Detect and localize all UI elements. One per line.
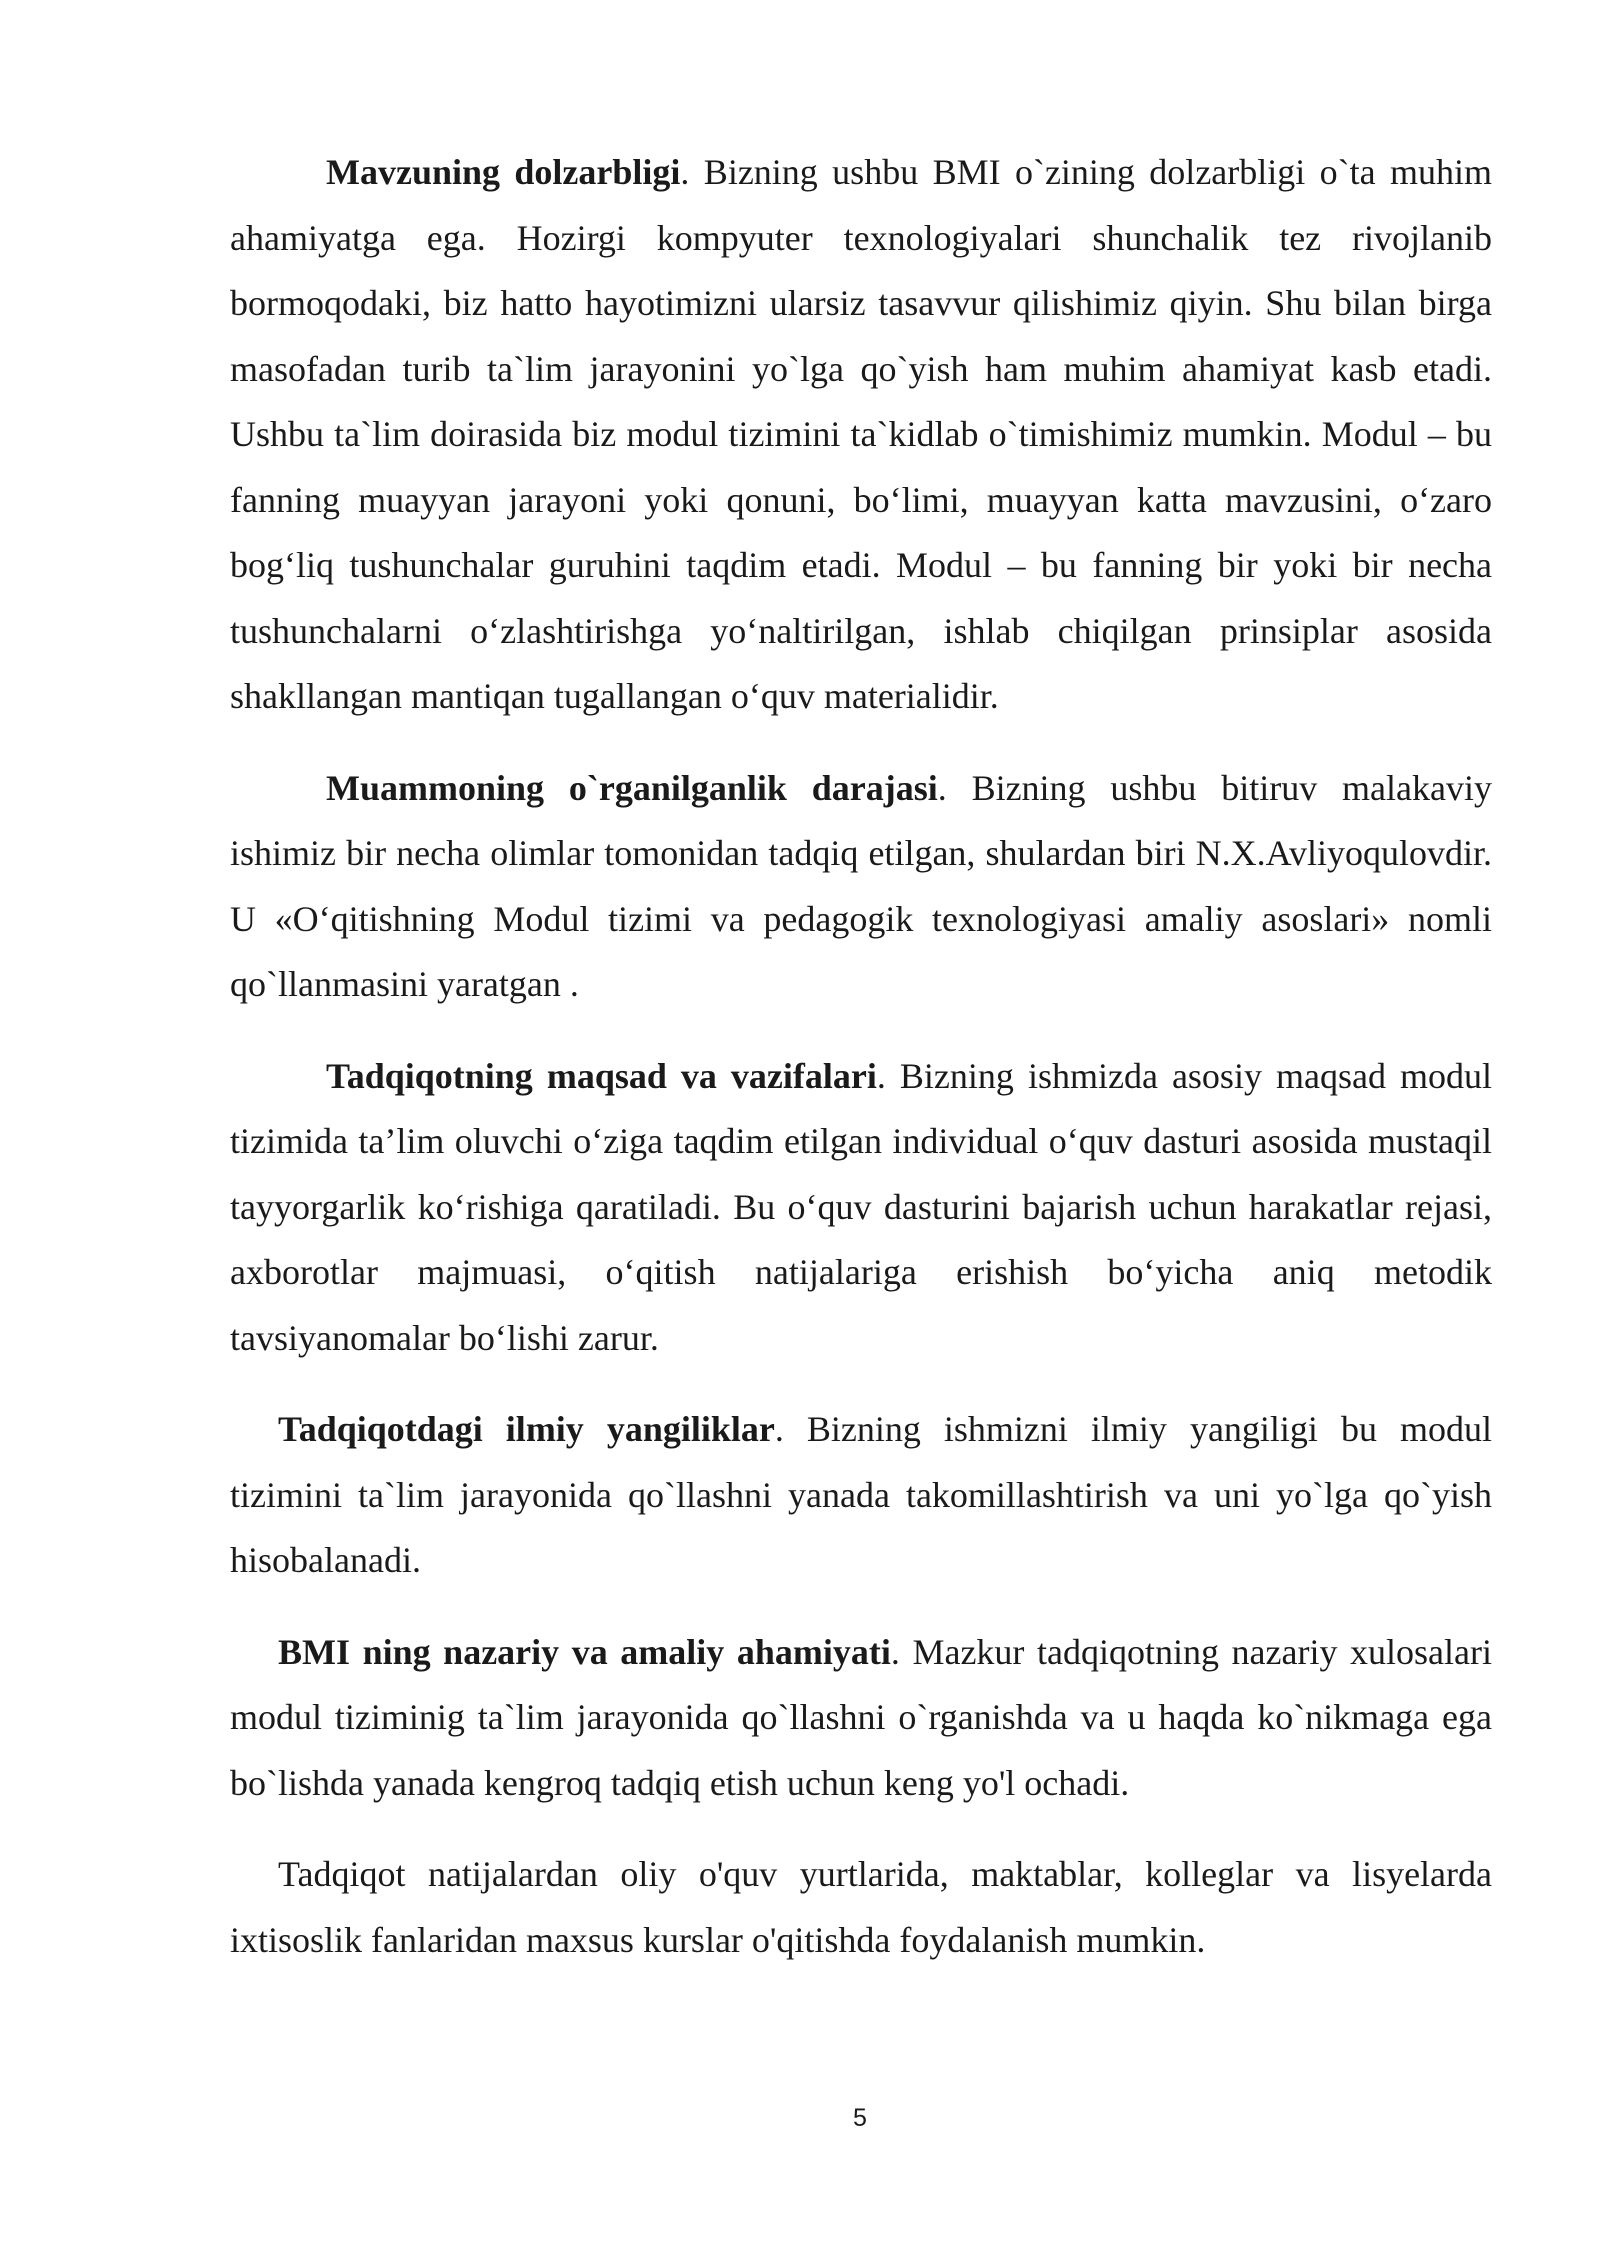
paragraph-goals: [230, 1044, 1492, 1372]
paragraph-significance-text: . Mazkur tadqiqotning nazariy xulosalari modul tiziminig ta`lim jarayonida qo`llashni o`rganishda va u haqda ko`nikmaga ega bo`lishda yanada kengroq tadqiq etish uchun keng yo'l ochadi.: [230, 1631, 1493, 1803]
paragraph-significance: [230, 1620, 1492, 1817]
paragraph-relevance-text: . Bizning ushbu BMI o`zining dolzarbligi o`ta muhim ahamiyatga ega. Hozirgi kompyuter texnologiyalari shunchalik tez rivojlanib bormoqodaki, biz hatto hayotimizni ularsiz tasavvur qilishimiz qiyin. Shu bilan birga masofadan turib ta`lim jarayonini yo`lga qo`yish ham muhim ahamiyat kasb etadi. Ushbu ta`lim doirasida biz modul tizimini ta`kidlab o`timishimiz mumkin. Modul – bu fanning muayyan jarayoni yoki qonuni, bo‘limi, muayyan katta mavzusini, o‘zaro bog‘liq tushunchalar guruhini taqdim etadi. Modul – bu fanning bir yoki bir necha tushunchalarni o‘zlashtirishga yo‘naltirilgan, ishlab chiqilgan prinsiplar asosida shakllangan mantiqan tugallangan o‘quv materialidir.: [230, 152, 1492, 716]
heading-significance: BMI ning nazariy va amaliy ahamiyati: [278, 1631, 891, 1672]
heading-research-degree: Muammoning o`rganilganlik darajasi: [326, 767, 938, 808]
paragraph-novelty-text: . Bizning ishmizni ilmiy yangiligi bu modul tizimini ta`lim jarayonida qo`llashni yanada takomillashtirish va uni yo`lga qo`yish hisobalanadi.: [230, 1409, 1492, 1580]
page-number: 5: [853, 2104, 867, 2132]
paragraph-research-degree: [230, 756, 1492, 1018]
heading-relevance: Mavzuning dolzarbligi: [326, 152, 681, 192]
paragraph-application: [230, 1842, 1492, 1973]
paragraph-novelty: [230, 1397, 1492, 1594]
paragraph-research-degree-text: . Bizning ushbu bitiruv malakaviy ishimiz bir necha olimlar tomonidan tadqiq etilgan, shulardan biri N.X.Avliyoqulovdir. U «O‘qitishning Modul tizimi va pedagogik texnologiyasi amaliy asoslari» nomli qo`llanmasini yaratgan .: [230, 767, 1492, 1004]
paragraph-application-text: Tadqiqot natijalardan oliy o'quv yurtlarida, maktablar, kolleglar va lisyelarda ixtisoslik fanlaridan maxsus kurslar o'qitishda foydalanish mumkin.: [230, 1854, 1492, 1960]
heading-novelty: Tadqiqotdagi ilmiy yangiliklar: [278, 1409, 775, 1449]
heading-goals: Tadqiqotning maqsad va vazifalari: [326, 1055, 877, 1096]
paragraph-relevance: [230, 140, 1492, 730]
document-page: [230, 140, 1492, 1999]
paragraph-goals-text: . Bizning ishmizda asosiy maqsad modul tizimida ta’lim oluvchi o‘ziga taqdim etilgan individual o‘quv dasturi asosida mustaqil tayyorgarlik ko‘rishiga qaratiladi. Bu o‘quv dasturini bajarish uchun harakatlar rejasi, axborotlar majmuasi, o‘qitish natijalariga erishish bo‘yicha aniq metodik tavsiyanomalar bo‘lishi zarur.: [230, 1055, 1492, 1358]
